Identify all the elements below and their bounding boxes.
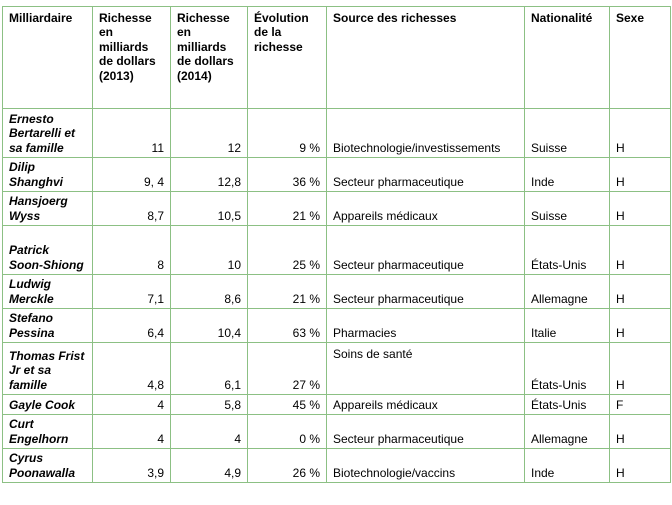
- cell-wealth-2013: 11: [93, 109, 171, 158]
- cell-change: 21 %: [248, 275, 327, 309]
- header-nationality: Nationalité: [525, 7, 610, 109]
- cell-sex: H: [610, 309, 671, 343]
- cell-nationality: Suisse: [525, 109, 610, 158]
- header-billionaire: Milliardaire: [3, 7, 93, 109]
- cell-source: Soins de santé: [327, 343, 525, 395]
- cell-source: Secteur pharmaceutique: [327, 226, 525, 275]
- cell-wealth-2013: 3,9: [93, 449, 171, 483]
- header-wealth-2014: Richesse en milliards de dollars (2014): [171, 7, 248, 109]
- table-row: [3, 192, 671, 226]
- cell-source: Appareils médicaux: [327, 192, 525, 226]
- table-row: [3, 109, 671, 158]
- cell-wealth-2014: 10: [171, 226, 248, 275]
- cell-nationality: Allemagne: [525, 275, 610, 309]
- table-row: [3, 309, 671, 343]
- cell-change: 0 %: [248, 415, 327, 449]
- cell-wealth-2014: 8,6: [171, 275, 248, 309]
- cell-wealth-2014: 5,8: [171, 395, 248, 415]
- cell-wealth-2013: 4: [93, 395, 171, 415]
- cell-change: 36 %: [248, 158, 327, 192]
- cell-sex: H: [610, 158, 671, 192]
- table-row: [3, 226, 671, 275]
- table-row: [3, 158, 671, 192]
- cell-nationality: Inde: [525, 158, 610, 192]
- header-wealth-2013: Richesse en milliards de dollars (2013): [93, 7, 171, 109]
- cell-change: 45 %: [248, 395, 327, 415]
- header-wealth-change: Évolution de la richesse: [248, 7, 327, 109]
- cell-wealth-2014: 4: [171, 415, 248, 449]
- cell-name: Gayle Cook: [3, 395, 93, 415]
- cell-name: Stefano Pessina: [3, 309, 93, 343]
- cell-nationality: Italie: [525, 309, 610, 343]
- cell-nationality: États-Unis: [525, 395, 610, 415]
- cell-wealth-2013: 6,4: [93, 309, 171, 343]
- cell-source: Secteur pharmaceutique: [327, 275, 525, 309]
- cell-source: Pharmacies: [327, 309, 525, 343]
- table-row: [3, 275, 671, 309]
- cell-source: Secteur pharmaceutique: [327, 415, 525, 449]
- cell-name: Curt Engelhorn: [3, 415, 93, 449]
- cell-sex: H: [610, 449, 671, 483]
- cell-nationality: Allemagne: [525, 415, 610, 449]
- cell-sex: H: [610, 343, 671, 395]
- cell-sex: H: [610, 226, 671, 275]
- cell-name: Ernesto Bertarelli et sa famille: [3, 109, 93, 158]
- cell-wealth-2013: 7,1: [93, 275, 171, 309]
- cell-name: Thomas Frist Jr et sa famille: [3, 343, 93, 395]
- table-row: [3, 343, 671, 395]
- cell-name: Cyrus Poonawalla: [3, 449, 93, 483]
- header-sex: Sexe: [610, 7, 671, 109]
- cell-wealth-2013: 4: [93, 415, 171, 449]
- cell-wealth-2013: 8: [93, 226, 171, 275]
- cell-nationality: États-Unis: [525, 343, 610, 395]
- table-row: [3, 415, 671, 449]
- cell-name: Ludwig Merckle: [3, 275, 93, 309]
- cell-name: Dilip Shanghvi: [3, 158, 93, 192]
- cell-change: 21 %: [248, 192, 327, 226]
- cell-sex: H: [610, 192, 671, 226]
- cell-source: Biotechnologie/investissements: [327, 109, 525, 158]
- cell-source: Biotechnologie/vaccins: [327, 449, 525, 483]
- cell-nationality: Suisse: [525, 192, 610, 226]
- table-row: [3, 449, 671, 483]
- cell-wealth-2014: 10,4: [171, 309, 248, 343]
- cell-source: Appareils médicaux: [327, 395, 525, 415]
- cell-wealth-2014: 6,1: [171, 343, 248, 395]
- cell-sex: H: [610, 415, 671, 449]
- cell-change: 26 %: [248, 449, 327, 483]
- cell-source: Secteur pharmaceutique: [327, 158, 525, 192]
- cell-wealth-2013: 8,7: [93, 192, 171, 226]
- cell-name: Patrick Soon-Shiong: [3, 226, 93, 275]
- cell-nationality: Inde: [525, 449, 610, 483]
- table-row: [3, 395, 671, 415]
- cell-sex: H: [610, 109, 671, 158]
- cell-wealth-2013: 4,8: [93, 343, 171, 395]
- cell-change: 9 %: [248, 109, 327, 158]
- cell-change: 25 %: [248, 226, 327, 275]
- cell-nationality: États-Unis: [525, 226, 610, 275]
- header-row: [3, 7, 671, 109]
- cell-change: 63 %: [248, 309, 327, 343]
- cell-name: Hansjoerg Wyss: [3, 192, 93, 226]
- cell-wealth-2014: 12,8: [171, 158, 248, 192]
- cell-change: 27 %: [248, 343, 327, 395]
- cell-wealth-2014: 4,9: [171, 449, 248, 483]
- cell-wealth-2013: 9, 4: [93, 158, 171, 192]
- cell-wealth-2014: 12: [171, 109, 248, 158]
- header-wealth-source: Source des richesses: [327, 7, 525, 109]
- cell-wealth-2014: 10,5: [171, 192, 248, 226]
- billionaires-table: [2, 6, 671, 483]
- cell-sex: F: [610, 395, 671, 415]
- cell-sex: H: [610, 275, 671, 309]
